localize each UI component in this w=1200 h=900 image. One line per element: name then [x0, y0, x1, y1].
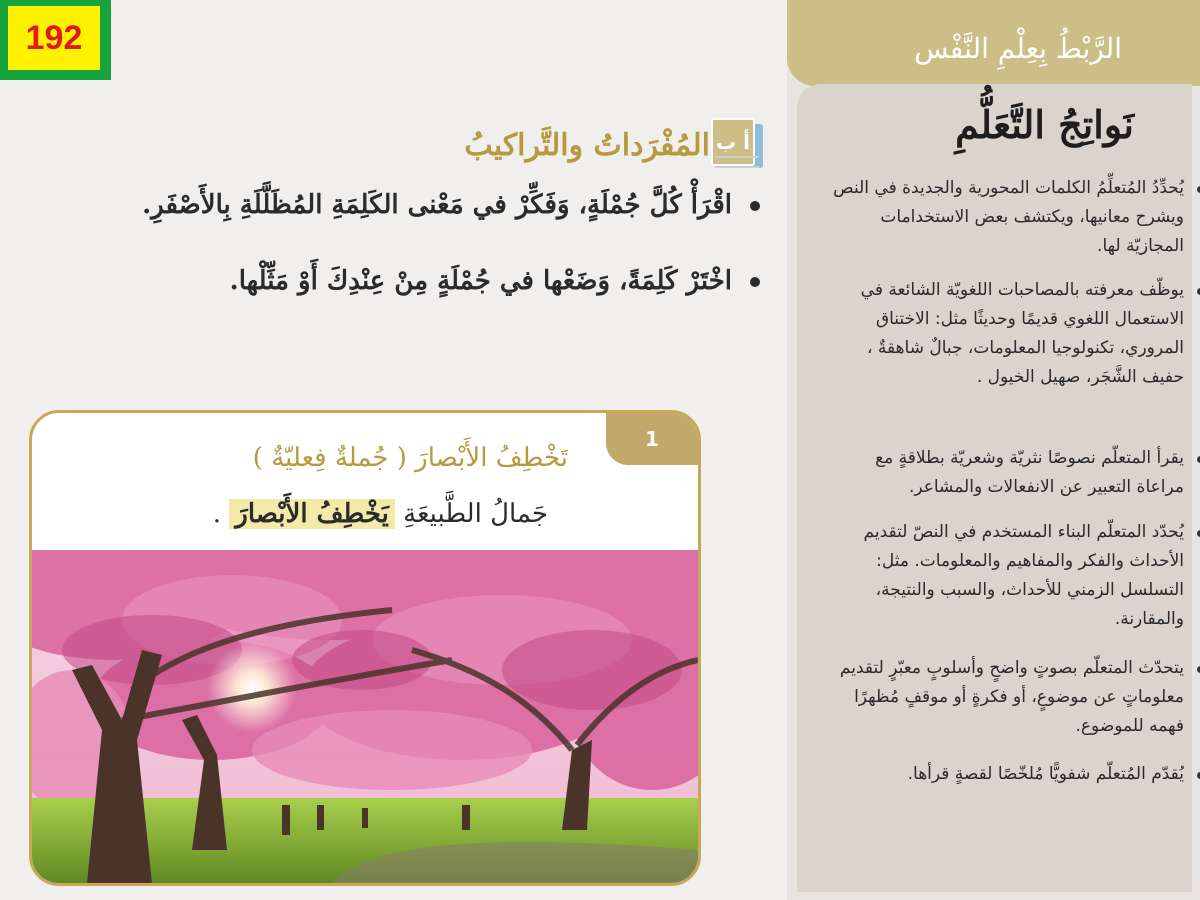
outcome-item — [824, 276, 1184, 392]
instruction-text: اخْتَرْ كَلِمَةً، وَضَعْها في جُمْلَةٍ مِنْ عِنْدِكَ أَوْ مَثِّلْها. — [229, 266, 732, 296]
outcome-text: يُقدّم المُتعلّم شفويًّا مُلخّصًا لقصةٍ قرأها. — [907, 764, 1184, 784]
page-number: 192 — [25, 18, 83, 57]
icon-lines — [715, 156, 759, 168]
section-title: المُفْرَداتُ والتَّراكيبُ — [464, 128, 710, 163]
outcome-text: يتحدّث المتعلّم بصوتٍ واضحٍ وأسلوبٍ معبّرٍ لتقديم معلوماتٍ عن موضوعٍ، أو فكرةٍ أو موقفٍ مُظهرًا فهمه للموضوع. — [839, 658, 1184, 736]
instruction-item — [142, 190, 760, 220]
instruction-text: اقْرَأْ كُلَّ جُمْلَةٍ، وَفَكِّرْ في مَعْنى الكَلِمَةِ المُظَلَّلَةِ بِالأَصْفَرِ. — [142, 190, 732, 220]
cherry-blossom-photo — [32, 550, 698, 883]
instruction-item — [230, 266, 760, 296]
outcome-item — [824, 518, 1184, 634]
vocabulary-card — [29, 410, 701, 886]
vocabulary-section-heading — [450, 118, 775, 173]
page-number-box — [8, 6, 100, 70]
right-header-title: الرَّبْطُ بِعِلْمِ النَّفْس — [914, 32, 1122, 65]
outcomes-panel — [797, 84, 1192, 892]
right-header-banner — [787, 0, 1200, 86]
outcome-item — [824, 760, 1184, 789]
alphabet-book-icon — [715, 118, 763, 170]
highlighted-word: يَخْطِفُ الأَبْصارَ — [229, 499, 395, 529]
outcome-text: يُحدِّدُ المُتعلِّمُ الكلمات المحورية والجديدة في النص ويشرح معانيها، ويكتشف بعض الاستخدامات المجازيّة لها. — [833, 178, 1184, 256]
bullet-dot — [750, 201, 760, 211]
outcome-item — [824, 174, 1184, 261]
card-number-tab: 1 — [606, 413, 698, 465]
outcome-text: يُحدّد المتعلّم البناء المستخدم في النصّ لتقديم الأحداث والفكر والمفاهيم والمعلومات. مثل: التسلسل الزمني للأحداث، والسبب والنتيجة، والمقارنة. — [863, 522, 1184, 629]
bullet-dot — [750, 277, 760, 287]
outcome-item — [824, 444, 1184, 502]
outcome-text: يوظّف معرفته بالمصاحبات اللغويّة الشائعة في الاستعمال اللغوي قديمًا وحديثًا مثل: الاختناق المروري، تكنولوجيا المعلومات، جبالٌ شاهقةٌ ، حفيف الشَّجَر، صهيل الخيول . — [860, 280, 1184, 387]
outcome-text: يقرأ المتعلّم نصوصًا نثريّة وشعريّة بطلاقةٍ مع مراعاة التعبير عن الانفعالات والمشاعر. — [875, 448, 1184, 497]
learning-outcomes-column — [787, 0, 1200, 900]
page-number-badge — [0, 0, 111, 80]
sentence-end: . — [212, 499, 221, 529]
sentence-start: جَمالُ الطَّبيعَةِ — [403, 499, 548, 529]
card-title: تَخْطِفُ الأَبْصارَ ( جُملةٌ فِعليّةٌ ) — [252, 443, 568, 473]
outcomes-title: نَواتِجُ التَّعَلُّمِ — [955, 102, 1134, 147]
card-sentence — [213, 499, 548, 529]
icon-front-page: أ ب — [711, 118, 755, 166]
outcome-item — [824, 654, 1184, 741]
